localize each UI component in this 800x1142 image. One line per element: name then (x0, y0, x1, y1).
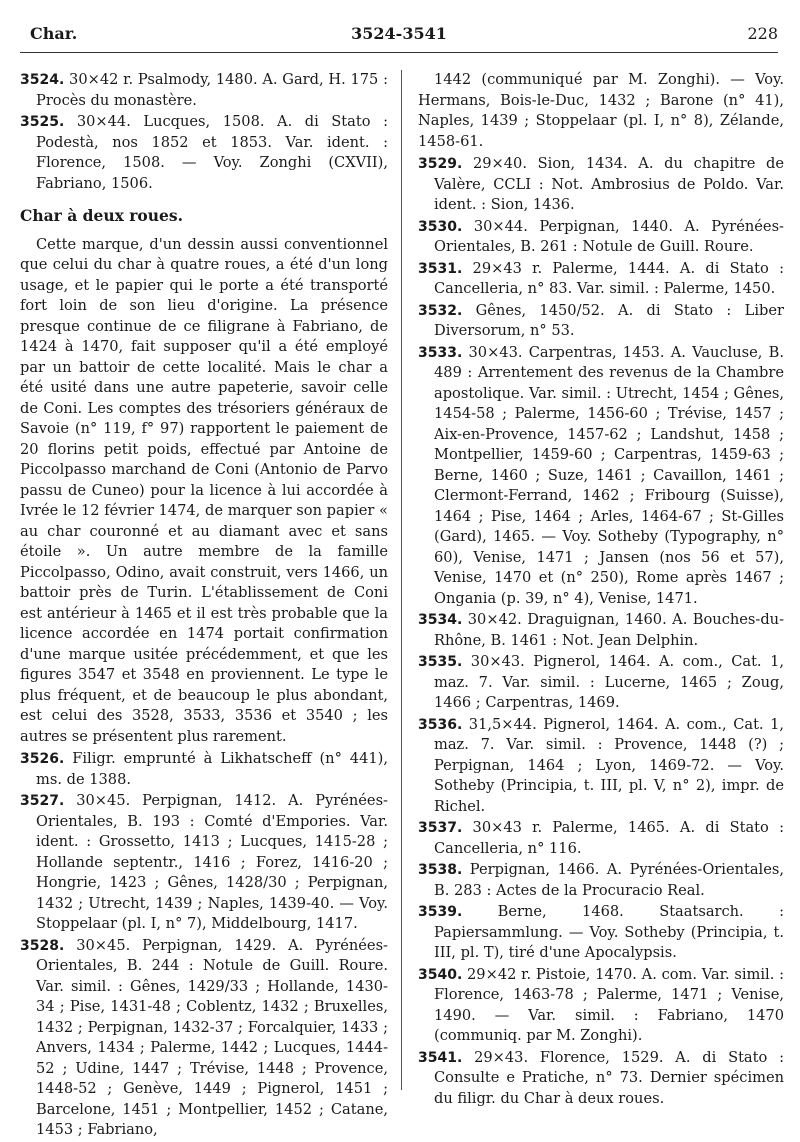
entry-text: 30×43. Carpentras, 1453. A. Vaucluse, B. 489 : Arrentement des revenus de la Chambre apostolique. Var. simil. : Utrecht, 1454 ; Gênes, 1454-58 ; Palerme, 1456-60 ; Trévise, 1457 ; Aix-en-Provence, 1457-62 ; Landshut, 1458 ; Montpellier, 1459-60 ; Carpentras, 1459-63 ; Berne, 1460 ; Suze, 1461 ; Cavaillon, 1461 ; Clermont-Ferrand, 1462 ; Fribourg (Suisse), 1464 ; Pise, 1464 ; Arles, 1464-67 ; St-Gilles (Gard), 1465. — Voy. Sotheby (Typography, n° 60), Venise, 1471 ; Jansen (nos 56 et 57), Venise, 1470 et (n° 250), Rome après 1467 ; Ongania (p. 39, n° 4), Venise, 1471. (434, 343, 784, 607)
entry-number: 3528. (20, 937, 65, 954)
intro-paragraph: Cette marque, d'un dessin aussi conventionnel que celui du char à quatre roues, a été d'un long usage, et le papier qui le porte a été transporté fort loin de son lieu d'origine. La présence presque continue de ce filigrane à Fabriano, de 1424 à 1470, fait supposer qu'il a été employé par un battoir de cette localité. Mais le char a été usité dans une autre papeterie, savoir celle de Coni. Les comptes des trésoriers généraux de Savoie (n° 119, f° 97) rapportent le paiement de 20 florins petit poids, effectué par Antoine de Piccolpasso marchand de Coni (Antonio de Parvo passu de Cuneo) pour la licence à lui accordée à Ivrée le 12 février 1474, de marquer son papier « au char couronné et au diamant avec et sans étoile ». Un autre membre de la famille Piccolpasso, Odino, avait construit, vers 1466, un battoir près de Turin. L'établissement de Coni est antérieur à 1465 et il est très probable que la licence accordée en 1474 portait confirmation d'une marque usitée précédemment, et que les figures 3547 et 3548 en proviennent. Le type le plus fréquent, et de beaucoup le plus abondant, est celui des 3528, 3533, 3536 et 3540 ; les autres se présentent plus rarement. (20, 235, 388, 745)
entry-3528 (20, 936, 388, 1141)
entry-text: 31,5×44. Pignerol, 1464. A. com., Cat. 1, maz. 7. Var. simil. : Provence, 1448 (?) ; Perpignan, 1464 ; Lyon, 1469-72. — Voy. Sotheby (Principia, t. III, pl. V, n° 2), impr. de Richel. (434, 715, 784, 815)
entry-text: 29×42 r. Pistoie, 1470. A. com. Var. simil. : Florence, 1463-78 ; Palerme, 1471 ; Venise, 1490. — Var. simil. : Fabriano, 1470 (communiq. par M. Zonghi). (434, 965, 784, 1044)
entry-text: Berne, 1468. Staatsarch. : Papiersammlung. — Voy. Sotheby (Principia, t. III, pl. T), tiré d'une Apocalypsis. (434, 903, 784, 961)
entry-3541 (418, 1048, 784, 1110)
header-section-title: Char. (30, 24, 78, 43)
entry-3534 (418, 610, 784, 651)
entry-number: 3535. (418, 654, 463, 670)
entry-3525 (20, 112, 388, 194)
entry-number: 3524. (20, 72, 65, 88)
entry-number: 3527. (20, 793, 65, 809)
entry-text: 30×43. Pignerol, 1464. A. com., Cat. 1, maz. 7. Var. simil. : Lucerne, 1465 ; Zoug, 1466 ; Carpentras, 1469. (434, 653, 784, 711)
entry-text: 30×45. Perpignan, 1412. A. Pyrénées-Orientales, B. 193 : Comté d'Empories. Var. ident. : Grossetto, 1413 ; Lucques, 1415-28 ; Hollande septentr., 1416 ; Forez, 1416-20 ; Hongrie, 1423 ; Gênes, 1428/30 ; Perpignan, 1432 ; Utrecht, 1439 ; Naples, 1439-40. — Voy. Stoppelaar (pl. I, n° 7), Middelbourg, 1417. (36, 792, 388, 932)
entry-3532 (418, 301, 784, 342)
entry-number: 3530. (418, 218, 463, 235)
entry-number: 3536. (418, 716, 463, 733)
entry-3533 (418, 343, 784, 610)
entry-text: 30×44. Perpignan, 1440. A. Pyrénées-Orientales, B. 261 : Notule de Guill. Roure. (434, 217, 784, 255)
entry-3527 (20, 791, 388, 935)
entry-number: 3531. (418, 260, 463, 277)
entry-text: 30×45. Perpignan, 1429. A. Pyrénées-Orientales, B. 244 : Notule de Guill. Roure. Var. simil. : Gênes, 1429/33 ; Hollande, 1430-34 ; Pise, 1431-48 ; Coblentz, 1432 ; Bruxelles, 1432 ; Perpignan, 1432-37 ; Forcalquier, 1433 ; Anvers, 1434 ; Palerme, 1442 ; Lucques, 1444-52 ; Udine, 1447 ; Trévise, 1448 ; Provence, 1448-52 ; Genève, 1449 ; Pignerol, 1451 ; Barcelone, 1451 ; Montpellier, 1452 ; Catane, 1453 ; Fabriano, (36, 936, 388, 1138)
entry-text: Gênes, 1450/52. A. di Stato : Liber Diversorum, n° 53. (434, 301, 784, 339)
entry-number: 3529. (418, 156, 463, 172)
page-header (20, 18, 778, 53)
entry-3540 (418, 965, 784, 1047)
entry-3526 (20, 749, 388, 790)
entry-3524 (20, 70, 388, 111)
left-column (20, 70, 388, 1142)
entry-text: Perpignan, 1466. A. Pyrénées-Orientales, B. 283 : Actes de la Procuracio Real. (434, 861, 784, 899)
entry-3535 (418, 652, 784, 714)
entry-text: 30×43 r. Palerme, 1465. A. di Stato : Cancelleria, n° 116. (434, 819, 784, 857)
entry-number: 3534. (418, 612, 463, 628)
entry-number: 3526. (20, 751, 65, 767)
entry-number: 3539. (418, 904, 463, 920)
entry-text: 29×43 r. Palerme, 1444. A. di Stato : Cancelleria, n° 83. Var. simil. : Palerme, 1450. (434, 259, 784, 297)
entry-3537 (418, 818, 784, 859)
entry-3536 (418, 715, 784, 818)
entry-text: 29×40. Sion, 1434. A. du chapitre de Valère, CCLI : Not. Ambrosius de Poldo. Var. ident. : Sion, 1436. (434, 155, 784, 213)
entry-number: 3538. (418, 862, 463, 878)
entry-number: 3533. (418, 344, 463, 361)
entry-text: 30×42 r. Psalmody, 1480. A. Gard, H. 175 : Procès du monastère. (36, 71, 388, 109)
entry-number: 3525. (20, 114, 65, 130)
section-heading: Char à deux roues. (20, 206, 184, 225)
entry-3529 (418, 154, 784, 216)
entry-3539 (418, 902, 784, 964)
entry-text: 30×44. Lucques, 1508. A. di Stato : Podestà, nos 1852 et 1853. Var. ident. : Florence, 1508. — Voy. Zonghi (CXVII), Fabriano, 1506. (36, 113, 388, 192)
column-divider (401, 70, 402, 1090)
entry-text: 29×43. Florence, 1529. A. di Stato : Consulte e Pratiche, n° 73. Dernier spécimen du filigr. du Char à deux roues. (434, 1048, 784, 1107)
header-entry-range: 3524-3541 (351, 24, 447, 43)
entry-3530 (418, 217, 784, 258)
entry-number: 3541. (418, 1049, 463, 1066)
page-number: 228 (747, 24, 778, 43)
entry-number: 3537. (418, 820, 463, 836)
right-column (418, 70, 784, 1110)
entry-3528-continuation: 1442 (communiqué par M. Zonghi). — Voy. Hermans, Bois-le-Duc, 1432 ; Barone (n° 41), Naples, 1439 ; Stoppelaar (pl. I, n° 8), Zélande, 1458-61. (418, 71, 784, 150)
entry-3531 (418, 259, 784, 300)
entry-3538 (418, 860, 784, 901)
entry-text: Filigr. emprunté à Likhatscheff (n° 441), ms. de 1388. (36, 750, 388, 788)
entry-number: 3540. (418, 966, 463, 983)
entry-number: 3532. (418, 302, 463, 319)
entry-text: 30×42. Draguignan, 1460. A. Bouches-du-Rhône, B. 1461 : Not. Jean Delphin. (434, 611, 784, 649)
